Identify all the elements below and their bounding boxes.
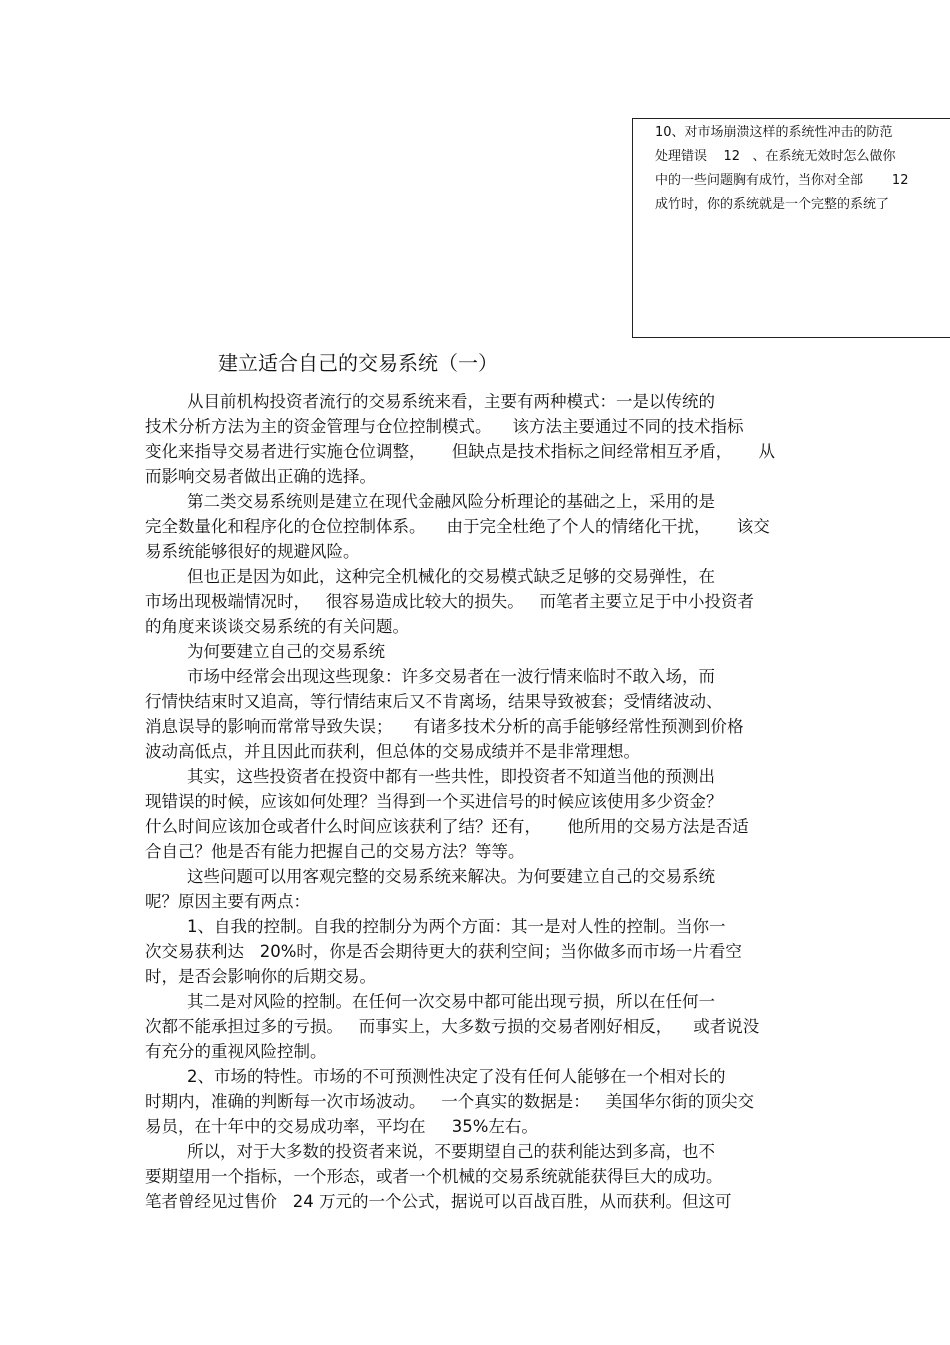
- paragraph-line: 这些问题可以用客观完整的交易系统来解决。为何要建立自己的交易系统: [187, 867, 715, 886]
- toc-line: 成竹时，你的系统就是一个完整的系统了: [655, 197, 890, 212]
- paragraph-line: 技术分析方法为主的资金管理与仓位控制模式。 该方法主要通过不同的技术指标: [145, 417, 744, 436]
- paragraph-line: 呢？原因主要有两点：: [145, 892, 310, 911]
- paragraph-line: 笔者曾经见过售价 24 万元的一个公式，据说可以百战百胜，从而获利。但这可: [145, 1192, 732, 1211]
- paragraph-line: 波动高低点，并且因此而获利，但总体的交易成绩并不是非常理想。: [145, 742, 640, 761]
- paragraph-line: 变化来指导交易者进行实施仓位调整， 但缺点是技术指标之间经常相互矛盾， 从: [145, 442, 775, 461]
- toc-box: [632, 118, 950, 338]
- paragraph-line: 次都不能承担过多的亏损。 而事实上，大多数亏损的交易者刚好相反， 或者说没: [145, 1017, 760, 1036]
- paragraph-line: 所以，对于大多数的投资者来说，不要期望自己的获利能达到多高，也不: [187, 1142, 715, 1161]
- paragraph-line: 什么时间应该加仓或者什么时间应该获利了结？还有， 他所用的交易方法是否适: [145, 817, 749, 836]
- article-title: 建立适合自己的交易系统（一）: [218, 351, 498, 375]
- paragraph-line: 时期内，准确的判断每一次市场波动。 一个真实的数据是： 美国华尔街的顶尖交: [145, 1092, 754, 1111]
- paragraph-line: 1、自我的控制。自我的控制分为两个方面：其一是对人性的控制。当你一: [187, 917, 726, 936]
- paragraph-line: 完全数量化和程序化的仓位控制体系。 由于完全杜绝了个人的情绪化干扰， 该交: [145, 517, 770, 536]
- toc-line: 中的一些问题胸有成竹，当你对全部 12: [655, 173, 909, 188]
- section-heading: 为何要建立自己的交易系统: [187, 642, 385, 661]
- paragraph-line: 其实，这些投资者在投资中都有一些共性，即投资者不知道当他的预测出: [187, 767, 715, 786]
- paragraph-line: 2、市场的特性。市场的不可预测性决定了没有任何人能够在一个相对长的: [187, 1067, 726, 1086]
- paragraph-line: 易系统能够很好的规避风险。: [145, 542, 360, 561]
- paragraph-line: 易员，在十年中的交易成功率，平均在 35%左右。: [145, 1117, 538, 1136]
- paragraph-line: 其二是对风险的控制。在任何一次交易中都可能出现亏损，所以在任何一: [187, 992, 715, 1011]
- toc-line: 处理错误 12 、在系统无效时怎么做你: [655, 149, 896, 164]
- paragraph-line: 合自己？他是否有能力把握自己的交易方法？等等。: [145, 842, 525, 861]
- paragraph-line: 而影响交易者做出正确的选择。: [145, 467, 376, 486]
- paragraph-line: 时，是否会影响你的后期交易。: [145, 967, 376, 986]
- paragraph-line: 第二类交易系统则是建立在现代金融风险分析理论的基础之上，采用的是: [187, 492, 715, 511]
- paragraph-line: 的角度来谈谈交易系统的有关问题。: [145, 617, 409, 636]
- paragraph-line: 消息误导的影响而常常导致失误； 有诸多技术分析的高手能够经常性预测到价格: [145, 717, 744, 736]
- paragraph-line: 现错误的时候，应该如何处理？当得到一个买进信号的时候应该使用多少资金？: [145, 792, 723, 811]
- toc-line: 10、对市场崩溃这样的系统性冲击的防范: [655, 125, 893, 140]
- paragraph-line: 有充分的重视风险控制。: [145, 1042, 327, 1061]
- paragraph-line: 市场出现极端情况时， 很容易造成比较大的损失。 而笔者主要立足于中小投资者: [145, 592, 754, 611]
- paragraph-line: 但也正是因为如此，这种完全机械化的交易模式缺乏足够的交易弹性，在: [187, 567, 715, 586]
- paragraph-line: 要期望用一个指标，一个形态，或者一个机械的交易系统就能获得巨大的成功。: [145, 1167, 723, 1186]
- paragraph-line: 次交易获利达 20%时，你是否会期待更大的获利空间；当你做多而市场一片看空: [145, 942, 742, 961]
- paragraph-line: 从目前机构投资者流行的交易系统来看，主要有两种模式：一是以传统的: [187, 392, 715, 411]
- paragraph-line: 市场中经常会出现这些现象：许多交易者在一波行情来临时不敢入场，而: [187, 667, 715, 686]
- paragraph-line: 行情快结束时又追高，等行情结束后又不肯离场，结果导致被套；受情绪波动、: [145, 692, 723, 711]
